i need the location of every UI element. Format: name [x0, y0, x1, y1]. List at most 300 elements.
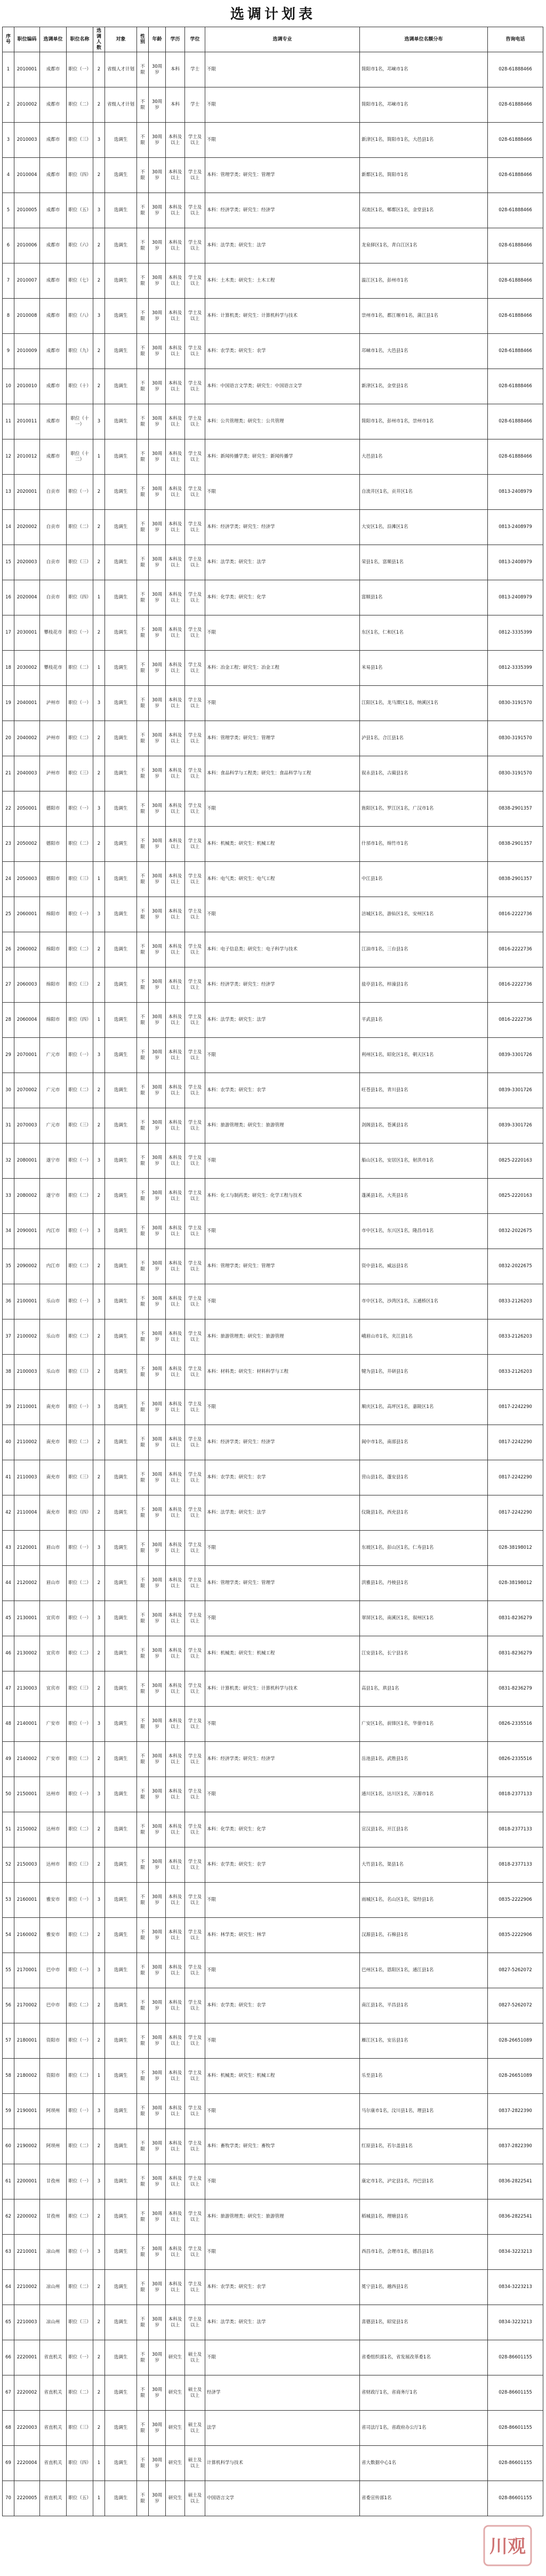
table-cell: 省司法厅1名，省政府办公厅1名	[360, 2411, 488, 2446]
table-cell: 涪城区1名，游仙区1名，安州区1名	[360, 897, 488, 932]
table-row	[3, 1214, 543, 1249]
table-cell: 54	[3, 1918, 14, 1953]
table-cell: 0830-3191570	[488, 756, 543, 791]
table-cell: 本科及以上	[166, 1883, 185, 1918]
table-cell: 1	[93, 439, 105, 475]
table-row	[3, 1284, 543, 1319]
table-cell: 选调生	[105, 897, 137, 932]
table-cell: 学士及以上	[185, 1179, 205, 1214]
table-cell: 本科及以上	[166, 1214, 185, 1249]
table-cell: 本科及以上	[166, 404, 185, 439]
table-cell: 省直机关	[40, 2411, 67, 2446]
table-cell: 职位（二）	[67, 1742, 93, 1777]
table-cell: 30周岁	[149, 334, 166, 369]
column-header: 选调专业	[205, 27, 360, 52]
table-cell: 职位（二）	[67, 2270, 93, 2305]
table-cell: 本科及以上	[166, 193, 185, 228]
table-cell: 本科及以上	[166, 1390, 185, 1425]
table-cell: 35	[3, 1249, 14, 1284]
table-cell: 29	[3, 1038, 14, 1073]
table-cell: 本科及以上	[166, 2270, 185, 2305]
table-cell: 不限	[137, 1460, 149, 1495]
table-cell: 本科及以上	[166, 1143, 185, 1179]
table-cell: 不限	[137, 1566, 149, 1601]
table-cell: 67	[3, 2375, 14, 2411]
table-cell: 本科及以上	[166, 439, 185, 475]
table-cell: 职位（二）	[67, 1636, 93, 1671]
table-cell: 雨城区1名，名山区1名，荥经县1名	[360, 1883, 488, 1918]
table-cell: 不限	[137, 1953, 149, 1988]
table-cell: 眉山市	[40, 1566, 67, 1601]
table-cell: 不限	[205, 475, 360, 510]
table-row	[3, 1601, 543, 1636]
table-cell: 雅安市	[40, 1883, 67, 1918]
table-cell: 学士及以上	[185, 2164, 205, 2199]
table-cell: 不限	[137, 1812, 149, 1847]
table-cell: 不限	[137, 2129, 149, 2164]
table-cell: 2060001	[14, 897, 40, 932]
table-cell: 本科及以上	[166, 1531, 185, 1566]
table-cell: 2010005	[14, 193, 40, 228]
table-cell: 职位（一）	[67, 2023, 93, 2059]
table-cell: 职位（一）	[67, 686, 93, 721]
table-cell: 13	[3, 475, 14, 510]
table-cell: 本科：经济学类；研究生：经济学	[205, 1425, 360, 1460]
table-cell: 2150001	[14, 1777, 40, 1812]
table-cell: 绵阳市	[40, 897, 67, 932]
table-row	[3, 1531, 543, 1566]
table-cell: 本科：管理学类；研究生：管理学	[205, 158, 360, 193]
table-cell: 45	[3, 1601, 14, 1636]
column-header: 咨询电话	[488, 27, 543, 52]
table-row	[3, 1566, 543, 1601]
table-cell: 选调生	[105, 932, 137, 967]
table-cell: 0839-3301726	[488, 1073, 543, 1108]
table-cell: 选调生	[105, 2235, 137, 2270]
table-cell: 0837-2822390	[488, 2129, 543, 2164]
table-cell: 30周岁	[149, 1179, 166, 1214]
table-cell: 30周岁	[149, 2164, 166, 2199]
table-cell: 2	[93, 2305, 105, 2340]
table-row	[3, 2481, 543, 2516]
table-row	[3, 721, 543, 756]
table-cell: 职位（三）	[67, 2305, 93, 2340]
table-cell: 温江区1名，彭州市1名	[360, 263, 488, 299]
table-cell: 宜宾市	[40, 1671, 67, 1707]
table-cell: 职位（一）	[67, 1214, 93, 1249]
table-cell: 2160001	[14, 1883, 40, 1918]
table-cell: 职位（三）	[67, 1355, 93, 1390]
table-cell: 中江县1名	[360, 862, 488, 897]
table-cell: 30周岁	[149, 1671, 166, 1707]
table-cell: 职位（一）	[67, 1390, 93, 1425]
table-cell: 2	[93, 52, 105, 87]
table-row	[3, 2375, 543, 2411]
table-cell: 不限	[137, 2023, 149, 2059]
table-cell: 不限	[137, 334, 149, 369]
table-row	[3, 2059, 543, 2094]
table-cell: 2080001	[14, 1143, 40, 1179]
table-cell: 什邡市1名，绵竹市1名	[360, 827, 488, 862]
table-cell: 选调生	[105, 2059, 137, 2094]
table-cell: 学士及以上	[185, 1531, 205, 1566]
table-cell: 不限	[205, 2023, 360, 2059]
table-cell: 51	[3, 1812, 14, 1847]
table-cell: 2120001	[14, 1531, 40, 1566]
table-cell: 2010004	[14, 158, 40, 193]
table-cell: 选调生	[105, 1355, 137, 1390]
table-cell: 平武县1名	[360, 1003, 488, 1038]
table-cell: 达州市	[40, 1847, 67, 1883]
table-row	[3, 1636, 543, 1671]
table-cell: 学士及以上	[185, 369, 205, 404]
table-cell: 雁江区1名，安岳县1名	[360, 2023, 488, 2059]
table-cell: 21	[3, 756, 14, 791]
table-cell: 学士及以上	[185, 827, 205, 862]
table-cell: 不限	[137, 2235, 149, 2270]
table-cell: 0827-5262072	[488, 1953, 543, 1988]
table-cell: 省直机关	[40, 2340, 67, 2375]
table-cell: 选调生	[105, 1495, 137, 1531]
table-cell: 蓬溪县1名，大英县1名	[360, 1179, 488, 1214]
table-cell: 选调生	[105, 404, 137, 439]
table-cell: 30周岁	[149, 2446, 166, 2481]
table-cell: 2150003	[14, 1847, 40, 1883]
table-cell: 学士及以上	[185, 1601, 205, 1636]
table-cell: 2	[93, 721, 105, 756]
table-cell: 本科：新闻传播学类；研究生：新闻传播学	[205, 439, 360, 475]
table-cell: 2220004	[14, 2446, 40, 2481]
table-cell: 本科：食品科学与工程类；研究生：食品科学与工程	[205, 756, 360, 791]
table-cell: 职位（二）	[67, 2199, 93, 2235]
table-cell: 2	[93, 2375, 105, 2411]
table-cell: 本科：中国语言文学类；研究生：中国语言文学	[205, 369, 360, 404]
table-cell: 56	[3, 1988, 14, 2023]
table-cell: 学士及以上	[185, 228, 205, 263]
table-cell: 研究生	[166, 2446, 185, 2481]
table-cell: 学士及以上	[185, 1319, 205, 1355]
table-cell: 不限	[137, 2411, 149, 2446]
table-cell: 乐山市	[40, 1319, 67, 1355]
table-cell: 2	[93, 1847, 105, 1883]
table-row	[3, 1953, 543, 1988]
table-cell: 本科：农学类；研究生：农学	[205, 1460, 360, 1495]
table-cell: 2020004	[14, 580, 40, 615]
table-cell: 59	[3, 2094, 14, 2129]
table-cell: 0816-2222736	[488, 932, 543, 967]
table-cell: 本科及以上	[166, 827, 185, 862]
table-cell: 新都区1名，简阳市1名	[360, 158, 488, 193]
table-cell: 资阳市	[40, 2023, 67, 2059]
table-cell: 省大数据中心1名	[360, 2446, 488, 2481]
table-cell: 学士及以上	[185, 615, 205, 651]
table-cell: 2150002	[14, 1812, 40, 1847]
table-row	[3, 756, 543, 791]
table-cell: 成都市	[40, 439, 67, 475]
table-cell: 不限	[137, 1214, 149, 1249]
table-row	[3, 2164, 543, 2199]
table-cell: 本科及以上	[166, 1355, 185, 1390]
page-title: 选调计划表	[230, 6, 316, 22]
table-cell: 西昌市1名，会理市1名，德昌县1名	[360, 2235, 488, 2270]
table-cell: 职位（十二）	[67, 439, 93, 475]
table-cell: 不限	[137, 1319, 149, 1355]
table-cell: 1	[93, 1003, 105, 1038]
table-cell: 学士及以上	[185, 1495, 205, 1531]
table-cell: 成都市	[40, 158, 67, 193]
table-cell: 稻城县1名，理塘县1名	[360, 2199, 488, 2235]
table-cell: 本科：法学类；研究生：法学	[205, 1003, 360, 1038]
table-cell: 不限	[137, 827, 149, 862]
table-cell: 本科及以上	[166, 1812, 185, 1847]
table-cell: 本科及以上	[166, 1108, 185, 1143]
table-cell: 028-61888466	[488, 158, 543, 193]
table-cell: 职位（五）	[67, 2481, 93, 2516]
table-cell: 本科及以上	[166, 580, 185, 615]
table-row	[3, 1812, 543, 1847]
table-cell: 0838-2901357	[488, 862, 543, 897]
table-cell: 2060004	[14, 1003, 40, 1038]
table-cell: 30周岁	[149, 2481, 166, 2516]
table-cell: 57	[3, 2023, 14, 2059]
table-cell: 0812-3335399	[488, 615, 543, 651]
table-cell: 30周岁	[149, 545, 166, 580]
table-cell: 0813-2408979	[488, 475, 543, 510]
table-cell: 学士及以上	[185, 1566, 205, 1601]
table-cell: 本科：机械类；研究生：机械工程	[205, 2059, 360, 2094]
table-cell: 33	[3, 1179, 14, 1214]
table-cell: 2	[93, 228, 105, 263]
table-cell: 本科及以上	[166, 1038, 185, 1073]
table-cell: 0825-2220163	[488, 1179, 543, 1214]
table-cell: 本科：化学类；研究生：化学	[205, 580, 360, 615]
table-cell: 2	[93, 1671, 105, 1707]
table-row	[3, 2305, 543, 2340]
table-cell: 大邑县1名	[360, 439, 488, 475]
table-cell: 不限	[137, 193, 149, 228]
table-cell: 不限	[137, 87, 149, 123]
table-cell: 30周岁	[149, 827, 166, 862]
table-cell: 本科及以上	[166, 545, 185, 580]
table-cell: 2	[93, 2270, 105, 2305]
table-cell: 0812-3335399	[488, 651, 543, 686]
table-cell: 不限	[205, 1038, 360, 1073]
table-cell: 2	[93, 2411, 105, 2446]
table-cell: 30周岁	[149, 1812, 166, 1847]
table-row	[3, 1671, 543, 1707]
table-cell: 自贡市	[40, 510, 67, 545]
watermark-text: 川观	[489, 2536, 526, 2557]
table-cell: 2	[93, 1355, 105, 1390]
table-cell: 乐山市	[40, 1284, 67, 1319]
table-cell: 2220001	[14, 2340, 40, 2375]
table-cell: 巴中市	[40, 1953, 67, 1988]
table-cell: 崇州市1名，都江堰市1名，蒲江县1名	[360, 299, 488, 334]
table-row	[3, 545, 543, 580]
table-cell: 不限	[137, 1883, 149, 1918]
table-cell: 本科及以上	[166, 1460, 185, 1495]
table-cell: 48	[3, 1707, 14, 1742]
table-cell: 2	[93, 1319, 105, 1355]
table-row	[3, 2270, 543, 2305]
table-cell: 学士及以上	[185, 967, 205, 1003]
table-cell: 江安县1名，长宁县1名	[360, 1636, 488, 1671]
table-cell: 本科：材料类；研究生：材料科学与工程	[205, 1355, 360, 1390]
table-cell: 选调生	[105, 2481, 137, 2516]
column-header: 选调单位名额分布	[360, 27, 488, 52]
table-cell: 旺苍县1名，青川县1名	[360, 1073, 488, 1108]
table-cell: 选调生	[105, 1284, 137, 1319]
table-cell: 2060003	[14, 967, 40, 1003]
table-cell: 2	[93, 369, 105, 404]
table-cell: 学士及以上	[185, 193, 205, 228]
table-cell: 14	[3, 510, 14, 545]
table-cell: 30周岁	[149, 510, 166, 545]
table-cell: 37	[3, 1319, 14, 1355]
table-cell: 本科及以上	[166, 615, 185, 651]
table-cell: 2010009	[14, 334, 40, 369]
table-cell: 本科及以上	[166, 1179, 185, 1214]
table-cell: 选调生	[105, 158, 137, 193]
table-cell: 职位（二）	[67, 651, 93, 686]
table-body	[3, 52, 543, 2516]
table-cell: 2220002	[14, 2375, 40, 2411]
table-cell: 0839-3301726	[488, 1038, 543, 1073]
table-cell: 41	[3, 1460, 14, 1495]
table-cell: 成都市	[40, 193, 67, 228]
table-cell: 选调生	[105, 1460, 137, 1495]
table-cell: 30周岁	[149, 2129, 166, 2164]
table-cell: 30周岁	[149, 1390, 166, 1425]
table-cell: 不限	[137, 1707, 149, 1742]
table-cell: 职位（一）	[67, 1707, 93, 1742]
table-cell: 22	[3, 791, 14, 827]
table-cell: 2200002	[14, 2199, 40, 2235]
table-cell: 不限	[137, 862, 149, 897]
table-cell: 米易县1名	[360, 651, 488, 686]
table-cell: 绵阳市	[40, 967, 67, 1003]
table-cell: 选调生	[105, 1953, 137, 1988]
table-cell: 30周岁	[149, 123, 166, 158]
table-cell: 学士及以上	[185, 1073, 205, 1108]
table-cell: 028-61888466	[488, 228, 543, 263]
table-cell: 50	[3, 1777, 14, 1812]
table-cell: 双流区1名，郫都区1名，金堂县1名	[360, 193, 488, 228]
table-cell: 岳池县1名，武胜县1名	[360, 1742, 488, 1777]
table-cell: 028-61888466	[488, 439, 543, 475]
table-cell: 选调生	[105, 1671, 137, 1707]
table-cell: 本科及以上	[166, 299, 185, 334]
table-cell: 2	[93, 1636, 105, 1671]
table-cell: 20	[3, 721, 14, 756]
table-cell: 职位（四）	[67, 158, 93, 193]
table-cell: 成都市	[40, 299, 67, 334]
table-cell: 028-86601155	[488, 2411, 543, 2446]
table-row	[3, 228, 543, 263]
table-cell: 68	[3, 2411, 14, 2446]
table-row	[3, 967, 543, 1003]
table-cell: 资中县1名，威远县1名	[360, 1249, 488, 1284]
table-cell: 30周岁	[149, 721, 166, 756]
table-cell: 自贡市	[40, 545, 67, 580]
table-cell: 学士及以上	[185, 580, 205, 615]
table-cell: 成都市	[40, 52, 67, 87]
table-cell: 职位（二）	[67, 1566, 93, 1601]
table-cell: 028-38198012	[488, 1566, 543, 1601]
table-cell: 0826-2335516	[488, 1742, 543, 1777]
table-cell: 不限	[137, 1179, 149, 1214]
table-cell: 南充市	[40, 1425, 67, 1460]
table-cell: 2	[93, 1249, 105, 1284]
table-cell: 4	[3, 158, 14, 193]
table-cell: 2040001	[14, 686, 40, 721]
table-cell: 不限	[205, 686, 360, 721]
table-cell: 0833-2126203	[488, 1319, 543, 1355]
table-row	[3, 439, 543, 475]
table-cell: 成都市	[40, 369, 67, 404]
table-cell: 本科及以上	[166, 263, 185, 299]
table-cell: 不限	[205, 123, 360, 158]
table-cell: 2190001	[14, 2094, 40, 2129]
column-header: 选调单位	[40, 27, 67, 52]
table-cell: 3	[93, 404, 105, 439]
table-cell: 2030001	[14, 615, 40, 651]
table-cell: 选调生	[105, 651, 137, 686]
table-cell: 不限	[205, 87, 360, 123]
table-cell: 本科：管理学类；研究生：管理学	[205, 1249, 360, 1284]
table-cell: 职位（二）	[67, 827, 93, 862]
table-cell: 学士及以上	[185, 1883, 205, 1918]
table-cell: 43	[3, 1531, 14, 1566]
table-cell: 职位（三）	[67, 1108, 93, 1143]
table-cell: 30周岁	[149, 1918, 166, 1953]
table-header-row	[3, 27, 543, 52]
table-cell: 本科：土木类；研究生：土木工程	[205, 263, 360, 299]
table-cell: 学士及以上	[185, 1918, 205, 1953]
table-cell: 不限	[137, 615, 149, 651]
table-cell: 研究生	[166, 2340, 185, 2375]
table-row	[3, 2411, 543, 2446]
table-cell: 选调生	[105, 475, 137, 510]
table-cell: 2100001	[14, 1284, 40, 1319]
table-cell: 经济学	[205, 2375, 360, 2411]
table-cell: 学士及以上	[185, 932, 205, 967]
table-cell: 研究生	[166, 2481, 185, 2516]
table-cell: 绵阳市	[40, 932, 67, 967]
table-cell: 不限	[137, 1355, 149, 1390]
table-cell: 选调生	[105, 967, 137, 1003]
table-cell: 选调生	[105, 2129, 137, 2164]
table-cell: 省财政厅1名，省商务厅1名	[360, 2375, 488, 2411]
table-cell: 本科及以上	[166, 791, 185, 827]
table-cell: 学士及以上	[185, 2094, 205, 2129]
table-cell: 2030002	[14, 651, 40, 686]
table-cell: 职位（三）	[67, 1671, 93, 1707]
table-cell: 职位（一）	[67, 1038, 93, 1073]
table-cell: 3	[3, 123, 14, 158]
table-cell: 学士及以上	[185, 2129, 205, 2164]
table-row	[3, 791, 543, 827]
table-cell: 本科：农学类；研究生：农学	[205, 334, 360, 369]
table-cell: 本科：经济学类；研究生：经济学	[205, 193, 360, 228]
table-cell: 顺庆区1名，高坪区1名，嘉陵区1名	[360, 1390, 488, 1425]
table-cell: 不限	[137, 756, 149, 791]
table-row	[3, 510, 543, 545]
table-cell: 25	[3, 897, 14, 932]
table-row	[3, 1847, 543, 1883]
table-cell: 职位（二）	[67, 721, 93, 756]
table-cell: 本科：经济学类；研究生：经济学	[205, 1742, 360, 1777]
